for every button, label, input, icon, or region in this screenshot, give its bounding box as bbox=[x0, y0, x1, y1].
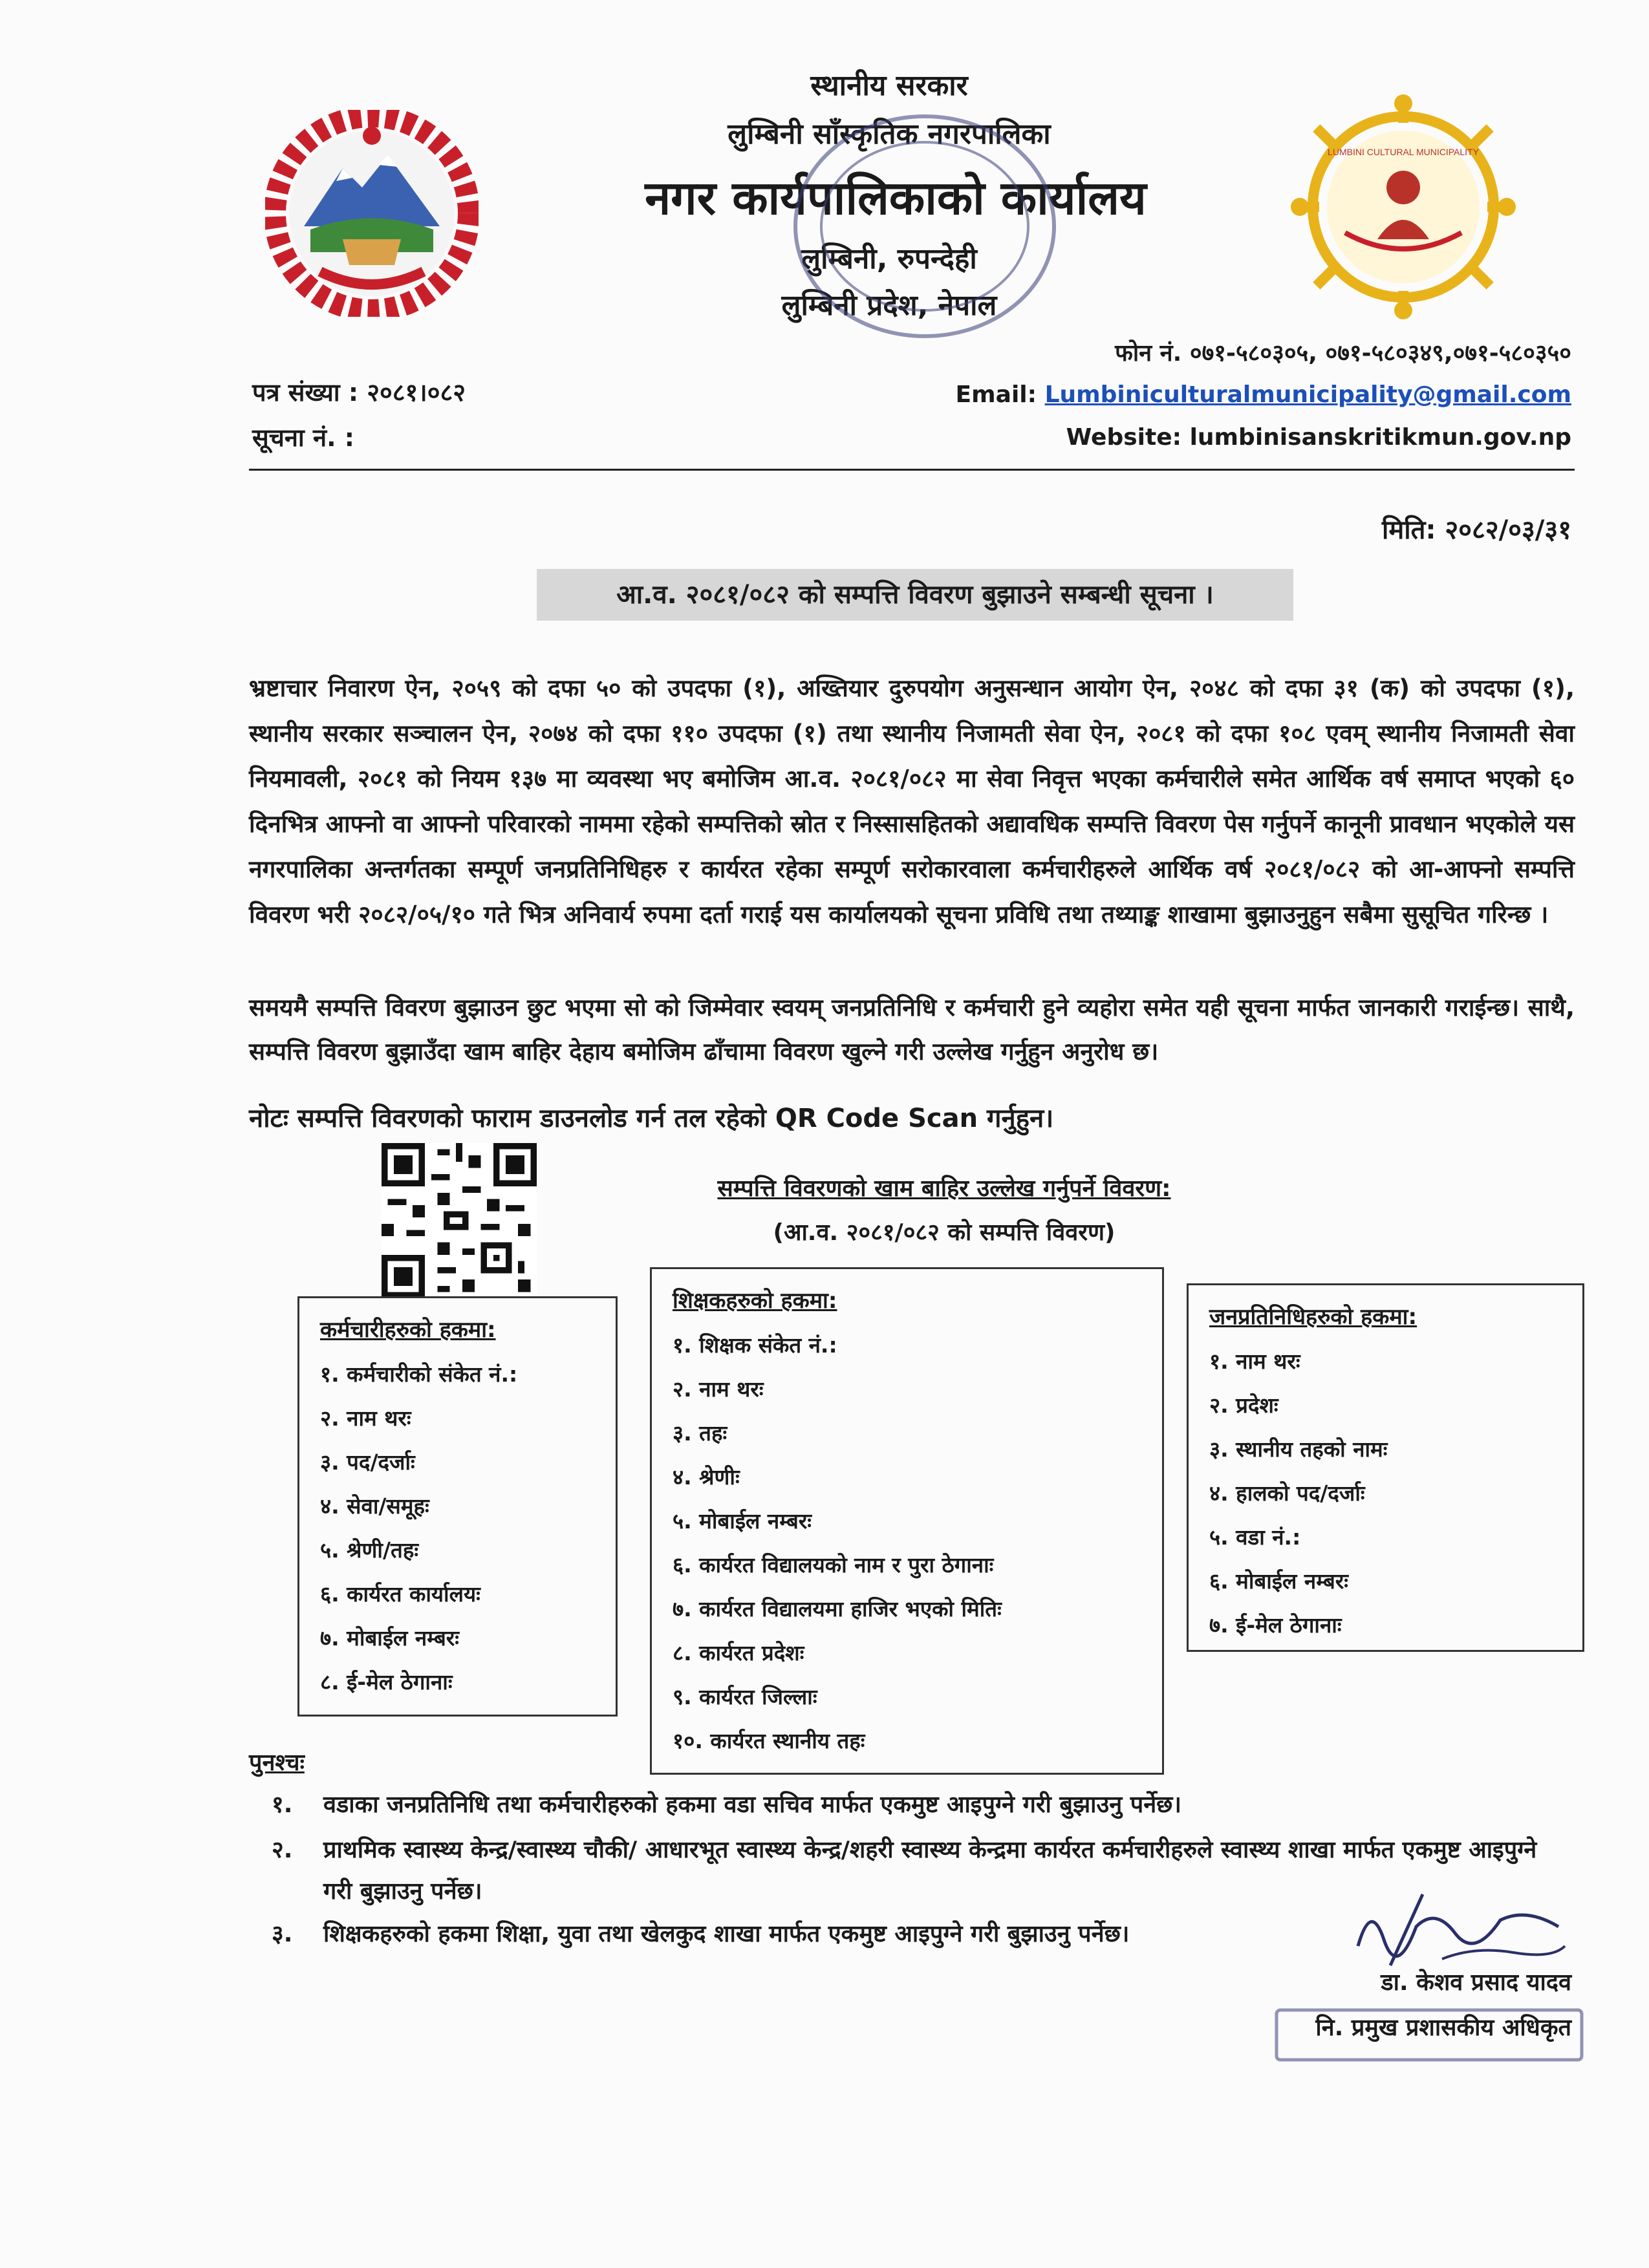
list-item: ६. कार्यरत विद्यालयको नाम र पुरा ठेगानाः bbox=[673, 1552, 994, 1578]
logo-text: LUMBINI CULTURAL MUNICIPALITY bbox=[1328, 147, 1479, 157]
postscript-number: ३. bbox=[272, 1921, 293, 1947]
signature-icon bbox=[1345, 1888, 1578, 1978]
body-paragraph-1: भ्रष्टाचार निवारण ऐन, २०५९ को दफा ५० को उपदफा (१), अख्तियार दुरुपयोग अनुसन्धान आयोग ऐन, २०४८ को दफा ३१ (क) को उपदफा (१), स्थानीय सरकार सञ्चालन ऐन, २०७४ को दफा ११० उपदफा (१) तथा स्थानीय निजामती सेवा ऐन, २०८१ को दफा १०८ एवम् स्थानीय निजामती सेवा नियमावली, २०८१ को नियम १३७ मा व्यवस्था भए बमोजिम आ.व. २०८१/०८२ मा सेवा निवृत्त भएका कर्मचारीले समेत आर्थिक वर्ष समाप्त भएको ६० दिनभित्र आफ्नो वा आफ्नो परिवारको नाममा रहेको सम्पत्तिको स्रोत र निस्सासहितको अद्यावधिक सम्पत्ति विवरण पेस गर्नुपर्ने कानूनी प्रावधान भएकोले यस नगरपालिका अन्तर्गतका सम्पूर्ण जनप्रतिनिधिहरु र कार्यरत रहेका सम्पूर्ण सरोकारवाला कर्मचारीहरुले आर्थिक वर्ष २०८१/०८२ को आ-आफ्नो सम्पत्ति विवरण भरी २०८२/०५/१० गते भित्र अनिवार्य रुपमा दर्ता गराई यस कार्यालयको सूचना प्रविधि तथा तथ्याङ्क शाखामा बुझाउनुहुन सबैमा सुसूचित गरिन्छ । bbox=[249, 674, 1575, 928]
list-item: ३. पद/दर्जाः bbox=[320, 1450, 415, 1475]
envelope-details-subtitle: (आ.व. २०८१/०८२ को सम्पत्ति विवरण) bbox=[773, 1219, 1116, 1246]
qr-code-icon[interactable] bbox=[382, 1143, 537, 1298]
postscript-text: शिक्षकहरुको हकमा शिक्षा, युवा तथा खेलकुद शाखा मार्फत एकमुष्ट आइपुग्ने गरी बुझाउनु पर्नेछ। bbox=[323, 1921, 1130, 1947]
body-paragraph-2: समयमै सम्पत्ति विवरण बुझाउन छुट भएमा सो को जिम्मेवार स्वयम् जनप्रतिनिधि र कर्मचारी हुने व्यहोरा समेत यही सूचना मार्फत जानकारी गराईन्छ। साथै, सम्पत्ति विवरण बुझाउँदा खाम बाहिर देहाय बमोजिम ढाँचामा विवरण खुल्ने गरी उल्लेख गर्नुहुन अनुरोध छ। bbox=[249, 994, 1575, 1065]
postscript-heading: पुनश्चः bbox=[249, 1749, 305, 1776]
list-item: ७. कार्यरत विद्यालयमा हाजिर भएको मितिः bbox=[673, 1596, 1002, 1621]
list-item: १०. कार्यरत स्थानीय तहः bbox=[673, 1728, 865, 1753]
list-item: ४. हालको पद/दर्जाः bbox=[1209, 1481, 1365, 1506]
list-item: २. नाम थरः bbox=[320, 1406, 411, 1431]
signer-name: डा. केशव प्रसाद यादव bbox=[1381, 1969, 1571, 1996]
notice-subject: आ.व. २०८१/०८२ को सम्पत्ति विवरण बुझाउने सम्बन्धी सूचना । bbox=[537, 569, 1293, 621]
teachers-box-heading: शिक्षकहरुको हकमा: bbox=[673, 1288, 837, 1314]
representatives-box bbox=[1187, 1283, 1584, 1652]
list-item: २. प्रदेशः bbox=[1209, 1393, 1278, 1418]
website-row bbox=[841, 424, 1571, 451]
letter-number-label: पत्र संख्या : bbox=[252, 378, 359, 407]
list-item: ३. तहः bbox=[673, 1420, 727, 1446]
postscript-item bbox=[272, 1784, 1571, 1826]
list-item: ७. ई-मेल ठेगानाः bbox=[1209, 1612, 1342, 1638]
office-stamp-icon bbox=[776, 97, 1073, 356]
signer-title: नि. प्रमुख प्रशासकीय अधिकृत bbox=[1315, 2015, 1571, 2041]
website-label: Website: bbox=[1066, 424, 1182, 451]
nepal-emblem-icon bbox=[265, 110, 479, 317]
header-line-local-government: स्थानीय सरकार bbox=[810, 69, 968, 102]
employees-box bbox=[297, 1296, 618, 1717]
postscript-text: प्राथमिक स्वास्थ्य केन्द्र/स्वास्थ्य चौकी/ आधारभूत स्वास्थ्य केन्द्र/शहरी स्वास्थ्य केन्द्रमा कार्यरत कर्मचारीहरुले स्वास्थ्य शाखा मार्फत एकमुष्ट आइपुग्ने गरी बुझाउनु पर्नेछ। bbox=[323, 1837, 1537, 1905]
list-item: १. शिक्षक संकेत नं.: bbox=[673, 1332, 837, 1358]
designation-stamp-icon bbox=[1274, 2007, 1584, 2062]
email-row bbox=[841, 381, 1571, 408]
header-divider bbox=[249, 469, 1575, 471]
list-item: ४. सेवा/समूहः bbox=[320, 1493, 429, 1519]
list-item: ३. स्थानीय तहको नामः bbox=[1209, 1437, 1388, 1462]
list-item: ९. कार्यरत जिल्लाः bbox=[673, 1684, 817, 1709]
list-item: ५. वडा नं.: bbox=[1209, 1524, 1301, 1550]
list-item: २. नाम थरः bbox=[673, 1376, 764, 1402]
qr-note: नोटः सम्पत्ति विवरणको फाराम डाउनलोड गर्न तल रहेको QR Code Scan गर्नुहुन। bbox=[249, 1104, 1054, 1133]
postscript-number: २. bbox=[272, 1837, 293, 1863]
postscript-number: १. bbox=[272, 1792, 293, 1818]
email-link[interactable]: Lumbiniculturalmunicipality@gmail.com bbox=[1044, 381, 1571, 408]
teachers-box bbox=[650, 1267, 1164, 1775]
municipality-logo-icon bbox=[1287, 91, 1520, 323]
list-item: ८. ई-मेल ठेगानाः bbox=[320, 1669, 453, 1695]
employees-box-heading: कर्मचारीहरुको हकमा: bbox=[320, 1317, 496, 1343]
letter-number-value: २०८१।०८२ bbox=[367, 378, 466, 407]
list-item: ६. कार्यरत कार्यालयः bbox=[320, 1581, 480, 1607]
representatives-box-heading: जनप्रतिनिधिहरुको हकमा: bbox=[1209, 1304, 1417, 1330]
list-item: ७. मोबाईल नम्बरः bbox=[320, 1625, 459, 1651]
letter-number bbox=[252, 375, 466, 409]
phone-numbers: फोन नं. ०७१-५८०३०५, ०७१-५८०३४९,०७१-५८०३५० bbox=[1115, 340, 1571, 367]
header-office-title: नगर कार्यपालिकाको कार्यालय bbox=[645, 171, 1147, 225]
list-item: ५. श्रेणी/तहः bbox=[320, 1537, 419, 1563]
email-label: Email: bbox=[955, 381, 1037, 408]
list-item: १. नाम थरः bbox=[1209, 1349, 1300, 1374]
list-item: १. कर्मचारीको संकेत नं.: bbox=[320, 1362, 518, 1387]
list-item: ५. मोबाईल नम्बरः bbox=[673, 1508, 812, 1534]
envelope-details-title: सम्पत्ति विवरणको खाम बाहिर उल्लेख गर्नुपर्ने विवरण: bbox=[717, 1175, 1171, 1202]
website-link[interactable]: lumbinisanskritikmun.gov.np bbox=[1189, 424, 1571, 451]
notice-number-label: सूचना नं. : bbox=[252, 423, 354, 452]
list-item: ८. कार्यरत प्रदेशः bbox=[673, 1640, 804, 1665]
header-line-municipality: लुम्बिनी साँस्कृतिक नगरपालिका bbox=[727, 118, 1051, 151]
header-line-district: लुम्बिनी, रुपन्देही bbox=[801, 242, 977, 275]
postscript-text: वडाका जनप्रतिनिधि तथा कर्मचारीहरुको हकमा वडा सचिव मार्फत एकमुष्ट आइपुग्ने गरी बुझाउनु पर्नेछ। bbox=[323, 1792, 1182, 1818]
notice-date: मिति: २०८२/०३/३१ bbox=[1382, 515, 1571, 545]
header-line-province: लुम्बिनी प्रदेश, नेपाल bbox=[781, 289, 997, 322]
list-item: ६. मोबाईल नम्बरः bbox=[1209, 1568, 1348, 1594]
list-item: ४. श्रेणीः bbox=[673, 1464, 740, 1490]
